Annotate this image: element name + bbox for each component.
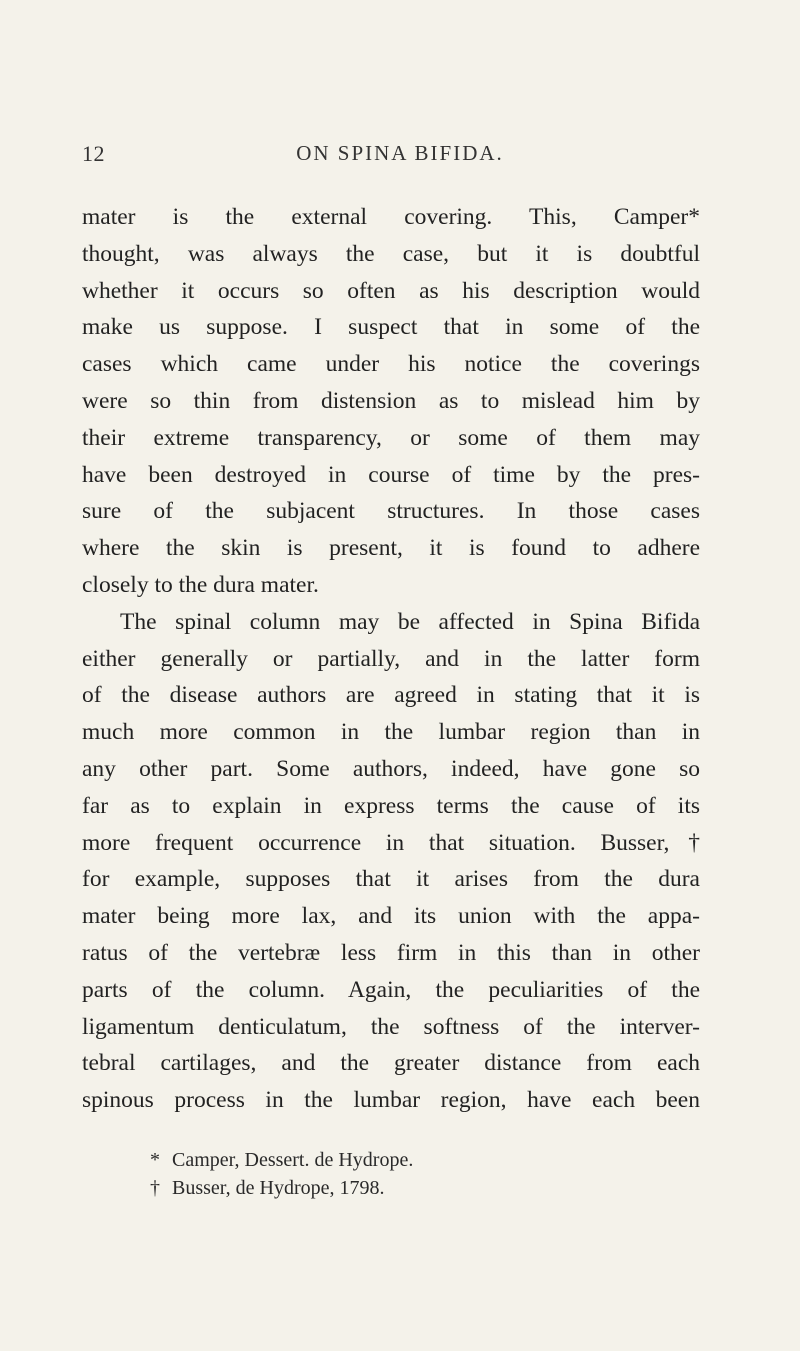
text-line: ratus of the vertebræ less firm in this than in other (82, 939, 700, 966)
text-line: tebral cartilages, and the greater distance from each (82, 1050, 700, 1077)
text-line: ligamentum denticulatum, the softness of the interver- (82, 1013, 700, 1040)
text-line: thought, was always the case, but it is doubtful (82, 240, 700, 267)
text-line: closely to the dura mater. (82, 571, 319, 598)
page-number: 12 (82, 141, 105, 166)
text-line: cases which came under his notice the coverings (82, 351, 700, 378)
text-line: mater being more lax, and its union with the appa- (82, 903, 700, 930)
text-line: either generally or partially, and in the latter form (82, 645, 700, 672)
text-line: more frequent occurrence in that situation. Busser,† (82, 829, 700, 856)
text-line: sure of the subjacent structures. In those cases (82, 498, 700, 525)
text-line: much more common in the lumbar region than in (82, 719, 700, 746)
text-line: any other part. Some authors, indeed, have gone so (82, 755, 700, 782)
footnotes (150, 1146, 710, 1202)
text-line: spinous process in the lumbar region, have each been (82, 1087, 700, 1114)
text-line: were so thin from distension as to mislead him by (82, 387, 700, 414)
text-line: whether it occurs so often as his description would (82, 277, 700, 304)
running-title: ON SPINA BIFIDA. (296, 141, 504, 165)
text-line: mater is the external covering. This, Camper* (82, 204, 700, 230)
text-line: their extreme transparency, or some of them may (82, 424, 700, 451)
paragraph-first-line: The spinal column may be affected in Spina Bifida (120, 608, 700, 635)
text-line: have been destroyed in course of time by the pres- (82, 461, 700, 488)
footnote (150, 1174, 710, 1202)
text-line: of the disease authors are agreed in stating that it is (82, 682, 700, 709)
footnote-text: Camper, Dessert. de Hydrope. (172, 1149, 414, 1171)
text-line: make us suppose. I suspect that in some of the (82, 314, 700, 341)
text-line: parts of the column. Again, the peculiarities of the (82, 976, 700, 1003)
text-line: for example, supposes that it arises from the dura (82, 866, 700, 893)
page-header (80, 141, 720, 175)
footnote-mark: * (150, 1149, 160, 1171)
footnote-text: Busser, de Hydrope, 1798. (172, 1177, 385, 1199)
text-line: where the skin is present, it is found to adhere (82, 535, 700, 562)
footnote (150, 1146, 710, 1174)
footnote-mark: † (150, 1177, 160, 1199)
body-text (82, 199, 700, 1119)
text-line: far as to explain in express terms the cause of its (82, 792, 700, 819)
